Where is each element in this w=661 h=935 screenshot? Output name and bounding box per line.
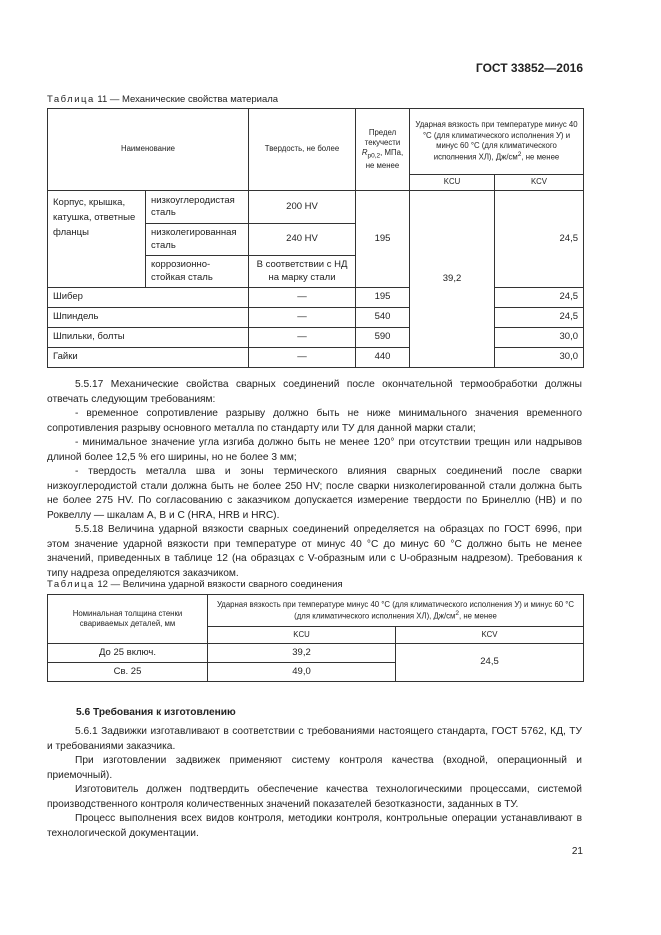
- yield-cell: 540: [356, 308, 410, 328]
- header-yield: Предел текучести $R_{p0,2}$, МПа, не менее: [356, 109, 410, 191]
- page-number: 21: [571, 846, 583, 857]
- header-kcv: KCV: [495, 175, 584, 191]
- material-cell: низколегированная сталь: [146, 224, 249, 256]
- hardness-cell: —: [249, 328, 356, 348]
- table11-caption: [47, 94, 278, 105]
- header-hardness: Твердость, не более: [249, 109, 356, 191]
- yield-cell: 195: [356, 288, 410, 308]
- kcv-cell: 30,0: [495, 328, 584, 348]
- caption-label: Таблица: [47, 579, 95, 590]
- header-thickness: Номинальная толщина стенки свариваемых деталей, мм: [48, 595, 208, 644]
- hardness-cell: В соответствии с НД на марку стали: [249, 256, 356, 288]
- kcu-cell: 49,0: [208, 663, 396, 682]
- header-impact: Ударная вязкость при температуре минус 40 °С (для климатического исполнения У) и минус 60 °С (для климатического исполнения ХЛ), $Дж/см^2$, не менее: [208, 595, 584, 627]
- bullet-item: - минимальное значение угла изгиба должно быть не менее 120° при отсутствии трещин или надрывов длиной более 12,5 % его ширины, но не более 3 мм;: [47, 437, 582, 463]
- table12-caption: [47, 579, 343, 590]
- paragraph: 5.5.17 Механические свойства сварных соединений после окончательной термообработки должны отвечать следующим требованиям:: [47, 379, 582, 405]
- paragraph: Процесс выполнения всех видов контроля, методики контроля, контрольные операции устанавливают в технологической документации.: [47, 813, 582, 839]
- section-heading: 5.6 Требования к изготовлению: [76, 707, 236, 718]
- yield-cell: 590: [356, 328, 410, 348]
- thickness-cell: До 25 включ.: [48, 644, 208, 663]
- header-impact: Ударная вязкость при температуре минус 40 °С (для климатического исполнения У) и минус 60 °С (для климатического исполнения ХЛ), $Дж/см^2$, не менее: [410, 109, 584, 175]
- bullet-item: - твердость металла шва и зоны термического влияния сварных соединений после сварки низкоуглеродистой стали должна быть не более 250 HV; после сварки низколегированной стали должна быть не более 275 HV. По согласованию с заказчиком допускается измерение твердости по Бринеллю (НВ) и по Роквеллу — шкалам А, В и С (HRA, HRB и HRC).: [47, 466, 582, 521]
- section-56: [47, 725, 582, 841]
- kcu-cell: 39,2: [410, 191, 495, 368]
- kcv-cell: 24,5: [495, 288, 584, 308]
- header-kcu: KCU: [410, 175, 495, 191]
- hardness-cell: —: [249, 288, 356, 308]
- caption-text: 11 — Механические свойства материала: [97, 94, 279, 105]
- hardness-cell: 240 HV: [249, 224, 356, 256]
- kcu-cell: 39,2: [208, 644, 396, 663]
- bullet-item: - временное сопротивление разрыву должно быть не ниже минимального значения временного сопротивления разрыву основного металла по стандарту или ТУ для данной марки стали;: [47, 408, 582, 434]
- group-name: Корпус, крышка, катушка, ответные фланцы: [48, 191, 146, 288]
- kcv-cell: 30,0: [495, 348, 584, 368]
- thickness-cell: Св. 25: [48, 663, 208, 682]
- row-name: Шибер: [48, 288, 249, 308]
- row-name: Шпиндель: [48, 308, 249, 328]
- hardness-cell: —: [249, 308, 356, 328]
- kcv-cell: 24,5: [495, 191, 584, 288]
- header-name: Наименование: [48, 109, 249, 191]
- header-kcv: KCV: [396, 627, 584, 644]
- paragraph: 5.6.1 Задвижки изготавливают в соответствии с требованиями настоящего стандарта, ГОСТ 5762, КД, ТУ и требованиями заказчика.: [47, 726, 582, 752]
- kcv-cell: 24,5: [396, 644, 584, 682]
- table11: [47, 108, 584, 368]
- paragraph: 5.5.18 Величина ударной вязкости сварных соединений определяется на образцах по ГОСТ 6996, при этом значение ударной вязкости при температуре от минус 40 °С до минус 60 °С должно быть не менее значений, приведенных в таблице 12 (на образцах с V-образным или с U-образным надрезом). Требования к типу надреза определяются заказчиком.: [47, 524, 582, 579]
- caption-text: 12 — Величина ударной вязкости сварного соединения: [97, 579, 343, 590]
- section-5517: [47, 378, 582, 581]
- material-cell: коррозионно-стойкая сталь: [146, 256, 249, 288]
- material-cell: низкоуглеродистая сталь: [146, 191, 249, 224]
- yield-cell: 195: [356, 191, 410, 288]
- paragraph: При изготовлении задвижек применяют систему контроля качества (входной, операционный и приемочный).: [47, 755, 582, 781]
- yield-cell: 440: [356, 348, 410, 368]
- row-name: Гайки: [48, 348, 249, 368]
- header-kcu: KCU: [208, 627, 396, 644]
- row-name: Шпильки, болты: [48, 328, 249, 348]
- table12: [47, 594, 584, 682]
- hardness-cell: —: [249, 348, 356, 368]
- hardness-cell: 200 HV: [249, 191, 356, 224]
- caption-label: Таблица: [47, 94, 95, 105]
- paragraph: Изготовитель должен подтвердить обеспечение качества технологическими процессами, системой производственного контроля количественных значений показателей безотказности, заданных в ТУ.: [47, 784, 582, 810]
- standard-number: ГОСТ 33852—2016: [475, 61, 583, 75]
- kcv-cell: 24,5: [495, 308, 584, 328]
